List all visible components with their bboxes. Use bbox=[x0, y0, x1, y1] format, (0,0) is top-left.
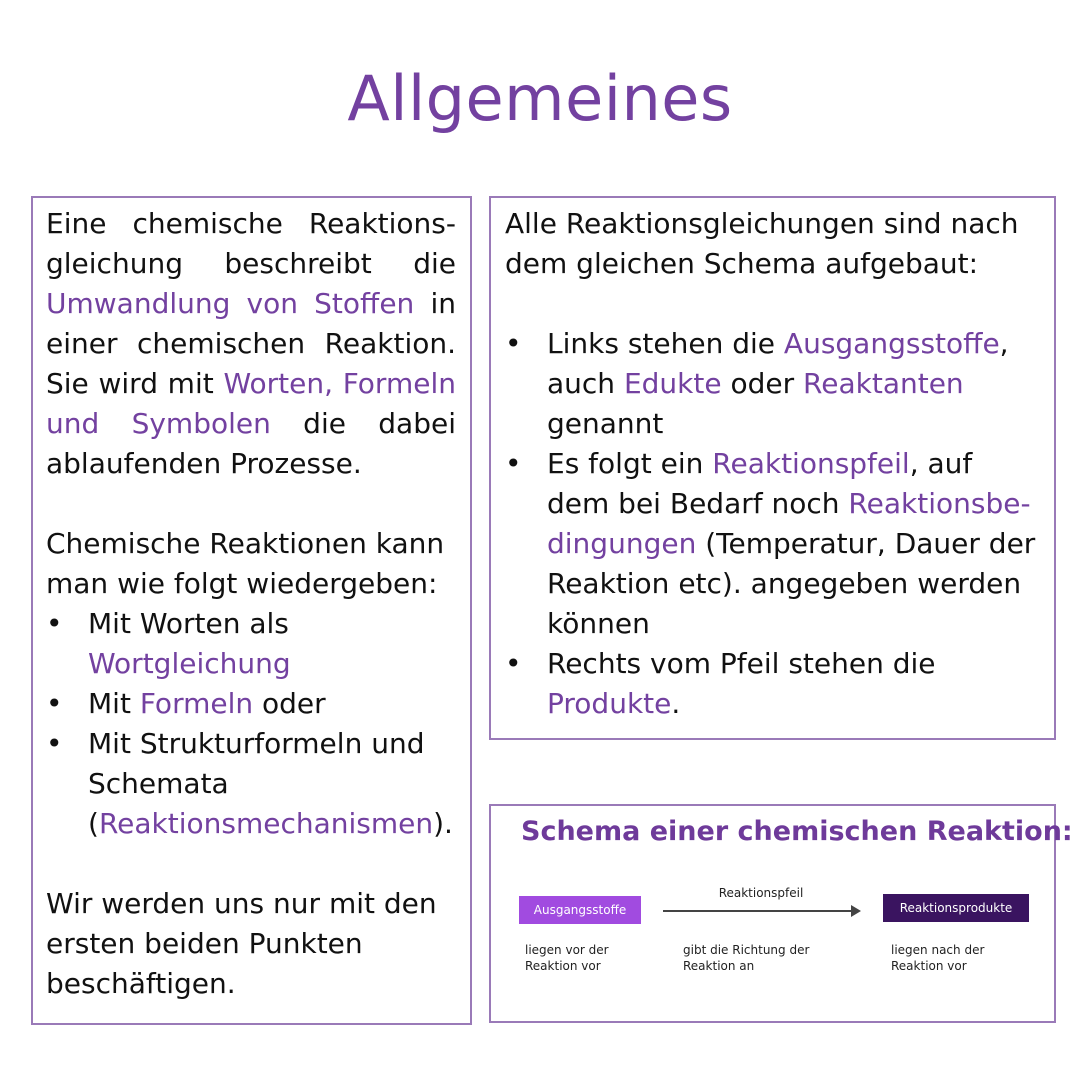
highlight-term: Reaktionsmechanismen bbox=[98, 807, 434, 840]
products-description: liegen nach der Reaktion vor bbox=[891, 943, 985, 973]
highlight-term: Wortgleichung bbox=[88, 647, 291, 680]
arrow-right-icon bbox=[851, 905, 861, 917]
bullet-icon: • bbox=[46, 607, 63, 640]
highlight-term: Formeln bbox=[139, 687, 254, 720]
highlight-term: Reaktionsbe- dingungen bbox=[547, 487, 1031, 560]
structure-box bbox=[489, 196, 1056, 740]
list-item: • Mit Formeln oder bbox=[46, 684, 456, 724]
highlight-term: Produkte bbox=[547, 687, 672, 720]
highlight-term: Reaktionspfeil bbox=[712, 447, 910, 480]
arrow-description: gibt die Richtung der Reaktion an bbox=[683, 943, 810, 973]
bullet-icon: • bbox=[505, 647, 522, 680]
structure-intro: Alle Reaktionsgleichungen sind nach dem gleichen Schema aufgebaut: bbox=[505, 207, 1019, 280]
reaction-arrow-line bbox=[663, 910, 853, 912]
scope-paragraph: Wir werden uns nur mit den ersten beiden Punkten beschäftigen. bbox=[46, 887, 437, 1000]
highlight-term: Reaktanten bbox=[803, 367, 964, 400]
highlight-term: Worten, Formeln und Symbolen bbox=[46, 367, 456, 440]
structure-list bbox=[505, 324, 1040, 724]
highlight-term: Ausgangsstoffe bbox=[783, 327, 1000, 360]
bullet-icon: • bbox=[505, 327, 522, 360]
representation-list bbox=[46, 604, 456, 844]
intro-box bbox=[31, 196, 472, 1025]
highlight-term: Edukte bbox=[623, 367, 722, 400]
bullet-icon: • bbox=[46, 727, 63, 760]
educts-description: liegen vor der Reaktion vor bbox=[525, 943, 609, 973]
list-item: • Links stehen die Ausgangsstoffe, auch Edukte oder Reaktanten genannt bbox=[505, 324, 1040, 444]
schema-title: Schema einer chemischen Reaktion: bbox=[521, 816, 1073, 847]
bullet-icon: • bbox=[46, 687, 63, 720]
highlight-term: Umwandlung von Stoffen bbox=[46, 287, 415, 320]
list-item: • Mit Strukturformeln und Schemata (Reaktionsmechanismen). bbox=[46, 724, 456, 844]
list-item: • Mit Worten als Wortgleichung bbox=[46, 604, 456, 684]
page-title: Allgemeines bbox=[347, 62, 733, 135]
educts-label: Ausgangsstoffe bbox=[519, 896, 641, 924]
bullet-icon: • bbox=[505, 447, 522, 480]
schema-box bbox=[489, 804, 1073, 1023]
representation-paragraph: Chemische Reaktionen kann man wie folgt wiedergeben: bbox=[46, 527, 445, 600]
definition-paragraph: Eine chemische Reaktions- gleichung beschreibt die Umwandlung von Stoffen in einer chemischen Reaktion. Sie wird mit Worten, Formeln und Symbolen die dabei ablaufenden Prozesse. bbox=[46, 207, 456, 480]
list-item: • Es folgt ein Reaktionspfeil, auf dem bei Bedarf noch Reaktionsbe- dingungen (Temperatur, Dauer der Reaktion etc). angegeben werden können bbox=[505, 444, 1040, 644]
list-item: • Rechts vom Pfeil stehen die Produkte. bbox=[505, 644, 1040, 724]
arrow-label: Reaktionspfeil bbox=[718, 886, 804, 900]
products-label: Reaktionsprodukte bbox=[883, 894, 1029, 922]
